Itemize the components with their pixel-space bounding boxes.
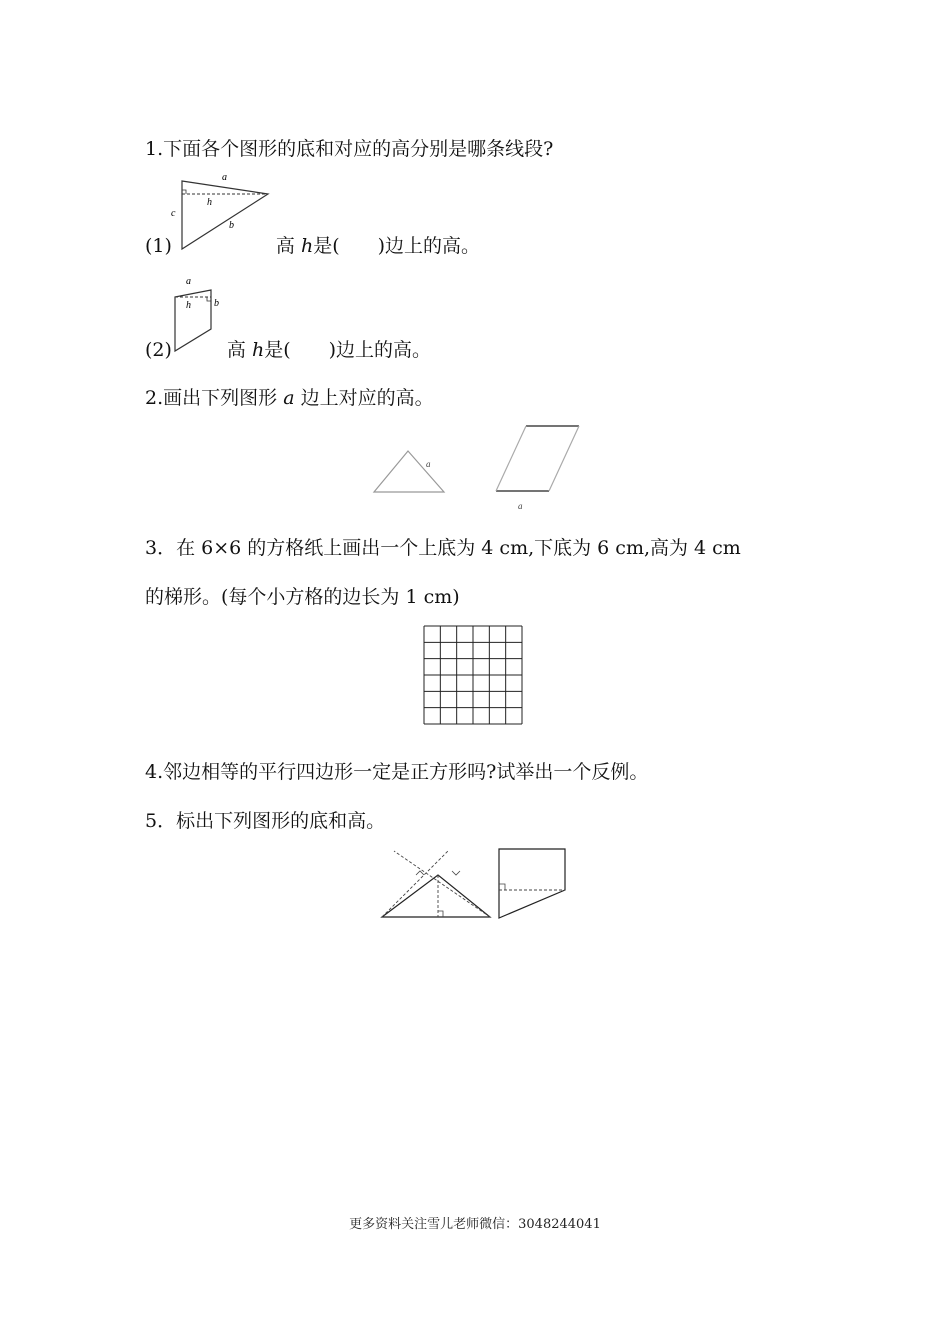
- footer-note: 更多资料关注雪儿老师微信：3048244041: [349, 1217, 601, 1232]
- q1-p2-label-a: a: [186, 276, 191, 287]
- q1-part1-h: h: [300, 235, 314, 257]
- q3-grid[interactable]: [423, 625, 523, 725]
- q3-line2: 的梯形。(每个小方格的边长为 1 cm): [145, 586, 460, 608]
- q2-triangle-figure: [370, 445, 448, 497]
- q1-title: 1.下面各个图形的底和对应的高分别是哪条线段?: [145, 138, 554, 160]
- q1-p2-label-b: b: [214, 298, 219, 309]
- q2-title: [145, 386, 434, 410]
- q2-title-post: 边上对应的高。: [300, 387, 434, 409]
- q3-line1: 3．在 6×6 的方格纸上画出一个上底为 4 cm,下底为 6 cm,高为 4 cm: [145, 537, 741, 559]
- q2-title-pre: 2.画出下列图形: [145, 387, 278, 409]
- q5-parallelogram-figure: [495, 845, 571, 921]
- q2-par-label-a: a: [518, 501, 523, 511]
- q1-label-b: b: [229, 220, 234, 231]
- q1-part2: [145, 338, 431, 362]
- q1-label-a: a: [222, 172, 227, 183]
- q1-p2-label-h: h: [186, 300, 191, 311]
- q5-title: 5．标出下列图形的底和高。: [145, 810, 386, 832]
- q1-label-h: h: [207, 197, 212, 208]
- q5-triangle-figure: [378, 847, 498, 922]
- q1-part1-text-post: 是( )边上的高。: [313, 235, 481, 257]
- q1-part1: [145, 234, 480, 258]
- q1-part2-text-post: 是( )边上的高。: [264, 339, 432, 361]
- q1-label-c: c: [171, 208, 176, 219]
- q1-part1-number: (1): [145, 235, 172, 257]
- q2-var-a: a: [283, 387, 295, 409]
- q2-tri-label-a: a: [426, 459, 431, 469]
- q1-part2-number: (2): [145, 339, 172, 361]
- q1-part2-h: h: [251, 339, 265, 361]
- q1-part2-text-pre: 高: [226, 339, 246, 361]
- q4-title: 4.邻边相等的平行四边形一定是正方形吗?试举出一个反例。: [145, 761, 649, 783]
- q1-part1-text-pre: 高: [275, 235, 295, 257]
- q2-parallelogram-figure: [492, 420, 584, 514]
